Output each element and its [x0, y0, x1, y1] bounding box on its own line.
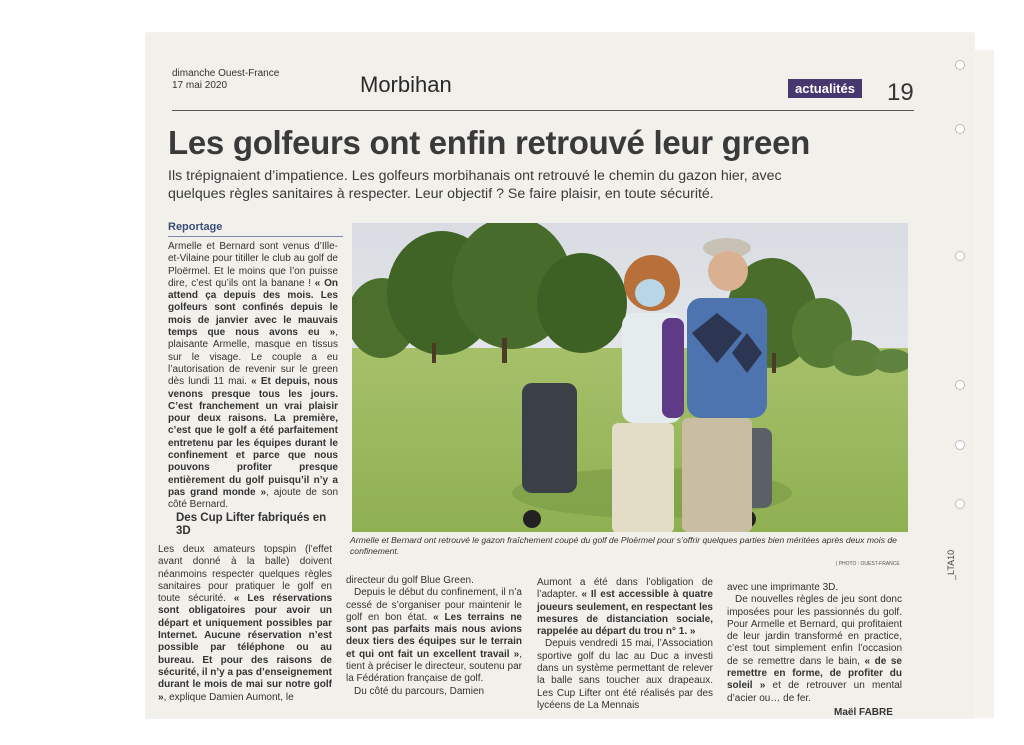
kicker-divider — [168, 236, 343, 237]
col1-text: , ajoute de son côté Bernard. — [168, 486, 339, 511]
section-badge: actualités — [788, 79, 862, 98]
col3-text: Aumont a été dans l’obligation de l’adapter. — [537, 577, 713, 601]
article-standfirst: Ils trépignaient d’impatience. Les golfeurs morbihanais ont retrouvé le chemin du gazon hier, avec quelques règles sanitaires à respecter. Leur objectif ? Se faire plaisir, en toute sécurité. — [168, 168, 782, 202]
col2-text: directeur du golf Blue Green. — [346, 575, 474, 586]
punch-hole — [955, 124, 965, 134]
article-column-1 — [168, 241, 338, 512]
col1-quote: « On attend ça depuis des mois. Les golfeurs sont confinés depuis le mois de janvier avec le mauvais temps que nous avons eu » — [168, 277, 338, 339]
col2-text: Depuis le début du confinement, il n’a cessé de s’organiser pour maintenir le golf en bon état. — [346, 587, 522, 623]
col4-text: avec une imprimante 3D. — [727, 582, 839, 593]
col1-text: , explique Damien Aumont, le — [163, 691, 294, 703]
edition-name: dimanche Ouest-France — [172, 68, 280, 79]
col1-quote: « Les réservations sont obligatoires pour avoir un départ et uniquement possibles par Internet. Aucune réservation n’est possible par téléphone ou au bureau. Et pour des raisons de sécurité, il n’y a pas d’enseignement durant le mois de mai sur notre golf » — [158, 593, 333, 703]
article-headline: Les golfeurs ont enfin retrouvé leur green — [168, 124, 811, 161]
col4-text: et de retrouver un mental d’acier ou… de fer. — [727, 680, 902, 704]
article-column-3 — [537, 577, 713, 712]
article-photo — [352, 223, 908, 532]
punch-hole — [955, 60, 965, 70]
edition-date — [172, 68, 279, 92]
photo-credit: | PHOTO : OUEST-FRANCE — [836, 561, 900, 567]
col1-text: Armelle et Bernard sont venus d’Ille-et-Vilaine pour titiller le club au golf de Ploërmel. Et le moins que l’on puisse dire, c’est qu’ils ont la banane ! — [168, 241, 338, 289]
issue-date: 17 mai 2020 — [172, 80, 228, 91]
masthead-divider — [172, 110, 914, 111]
author-signature: Maël FABRE — [834, 707, 893, 718]
article-subheading: Des Cup Lifter fabriqués en 3D — [176, 512, 327, 537]
article-column-4 — [727, 582, 902, 705]
col1-text: Les deux amateurs topspin (l’effet avant donné à la balle) doivent néanmoins respecter quelques règles sanitaires pour pratiquer le golf en toute sécurité. — [158, 544, 332, 605]
photo-caption: Armelle et Bernard ont retrouvé le gazon fraîchement coupé du golf de Ploërmel pour s’offrir quelques parties bien méritées après deux mois de confinement. — [350, 535, 897, 556]
punch-hole — [955, 499, 965, 509]
punch-hole — [955, 440, 965, 450]
article-column-2 — [346, 575, 522, 698]
section-kicker: Reportage — [168, 221, 223, 233]
col4-quote: « de se remettre en forme, de profiter du soleil » — [727, 655, 902, 692]
page-number: 19 — [887, 79, 914, 106]
col2-text: , tient à préciser le directeur, soutenu par la Fédération française de golf. — [346, 648, 522, 685]
col3-quote: « Il est accessible à quatre joueurs seulement, en respectant les mesures de distanciation sociale, rappelée au départ du trou n° 1. » — [537, 589, 713, 638]
col1-text: , plaisante Armelle, masque en tissus sur le visage. Le couple a eu l’autorisation de revenir sur le green dès lundi 11 mai. — [168, 327, 338, 388]
page-code: _LTA10 — [946, 549, 956, 580]
col3-text: Depuis vendredi 15 mai, l’Association sportive golf du lac au Duc a investi dans un système permettant de relever la balle sans toucher aux drapeaux. Les Cup Lifter ont été réalisés par des lycéens de La Mennais — [537, 638, 713, 711]
col4-text: De nouvelles règles de jeu sont donc imposées pour les passionnés du golf. Pour Armelle et Bernard, qui profitaient de leur jardin transformé en practice, c’est tout simplement enfin l’occasion de se remettre dans le bain, — [727, 594, 902, 667]
article-column-1b — [158, 544, 332, 704]
punch-hole — [955, 380, 965, 390]
page-edge — [974, 50, 994, 718]
col2-text: Du côté du parcours, Damien — [354, 685, 485, 697]
col2-quote: « Les terrains ne sont pas parfaits mais nous avions deux tiers des équipes sur le terrain et qui ont fait un excellent travail » — [346, 611, 522, 660]
punch-hole — [955, 251, 965, 261]
golfers-photo — [352, 223, 908, 532]
col1-quote: « Et depuis, nous venons presque tous les jours. C’est franchement un vrai plaisir pour deux raisons. La première, c’est que le golf a été parfaitement entretenu par les équipes durant le confinement et parce que nous pouvons profiter presque entièrement du golf puisqu’il n’y a pas grand monde » — [168, 376, 338, 498]
rubric-title: Morbihan — [360, 72, 452, 97]
